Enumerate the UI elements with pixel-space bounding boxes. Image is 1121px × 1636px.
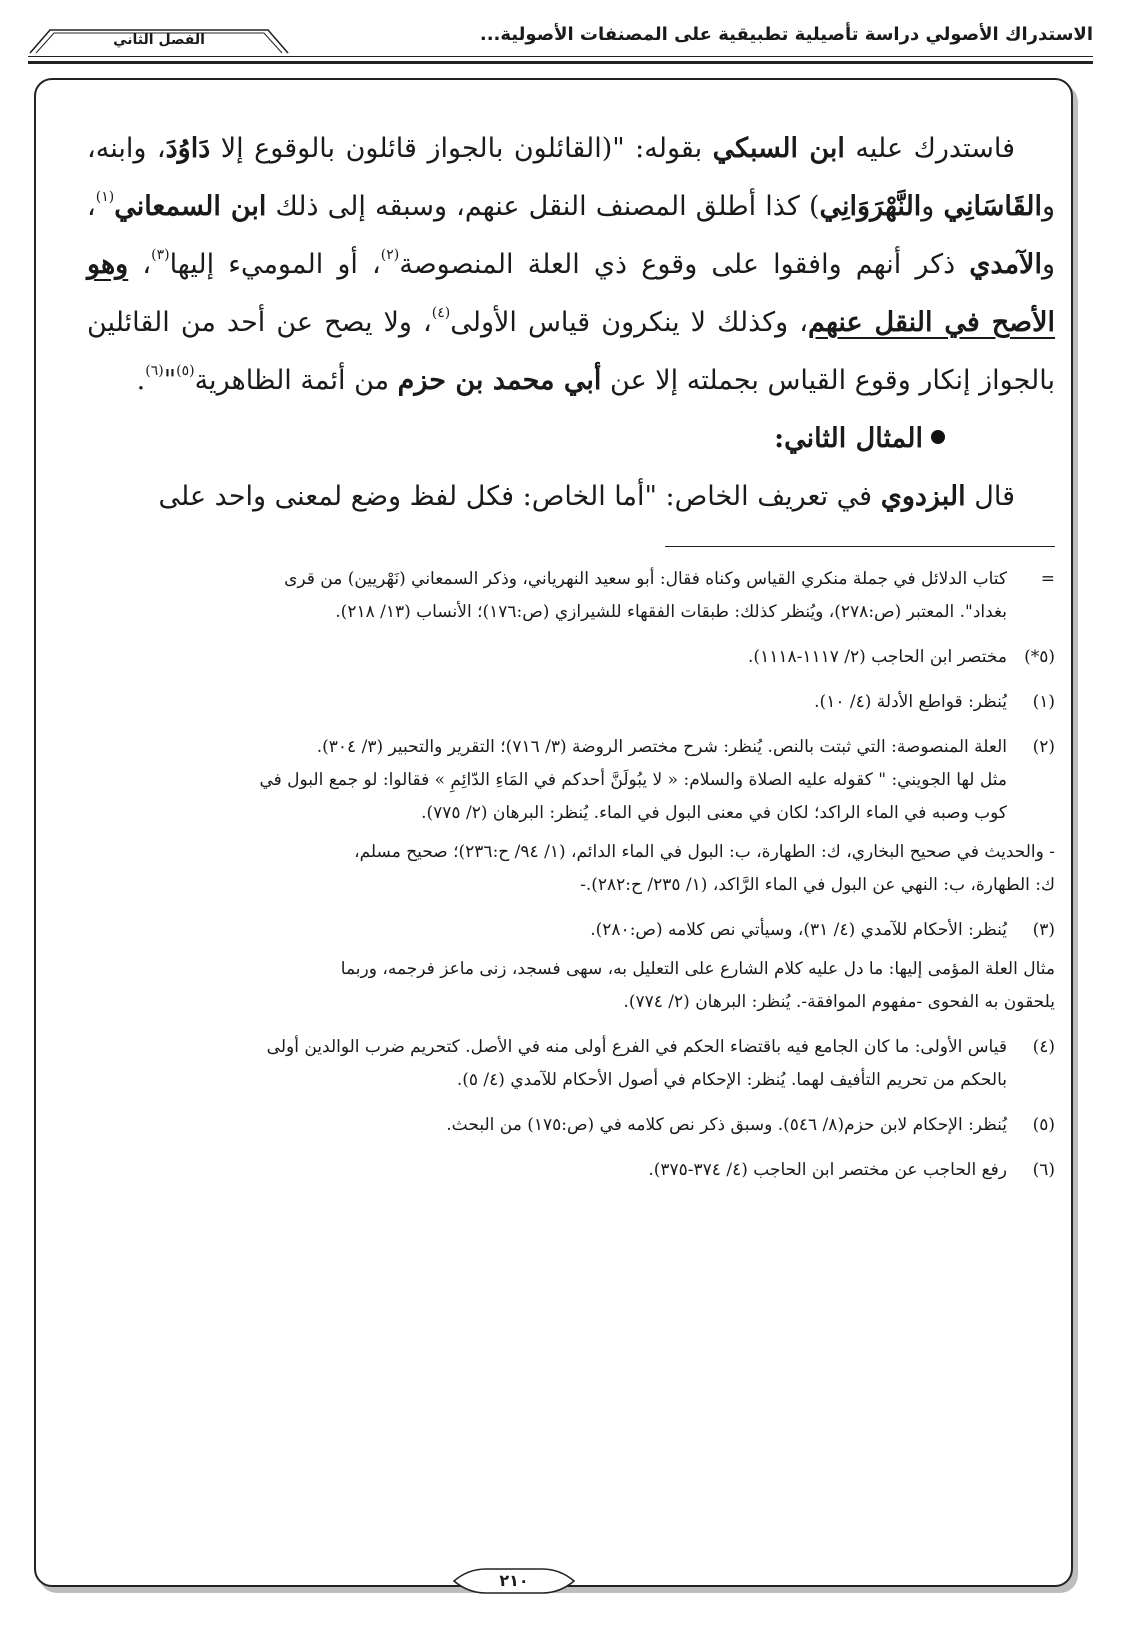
page-number-badge [452, 1567, 576, 1595]
footnote-ref-5[interactable]: (٥) [176, 363, 195, 379]
text-run: فاستدرك عليه [844, 133, 1015, 164]
footnote-line: بالحكم من تحريم التأفيف لهما. يُنظر: الإحكام في أصول الأحكام للآمدي (٤/ ٥). [456, 1070, 1007, 1090]
name-bazdawi: البزدوي [880, 481, 966, 512]
footnote-line: مختصر ابن الحاجب (٢/ ١١١٧-١١١٨). [748, 647, 1007, 667]
page-number: ٢١٠ [499, 1571, 529, 1590]
footnote-line: كتاب الدلائل في جملة منكري القياس وكناه فقال: أبو سعيد النهرياني، وذكر السمعاني (نَهْريين) من قرى [284, 569, 1007, 589]
continuation-mark: = [1040, 569, 1055, 589]
name-qasani: القَاسَانِي [943, 191, 1042, 222]
book-title: الاستدراك الأصولي دراسة تأصيلية تطبيقية على المصنفات الأصولية... [479, 24, 1093, 45]
footnotes [87, 563, 1055, 1187]
footnote-line: رفع الحاجب عن مختصر ابن الحاجب (٤/ ٣٧٤-٣٧٥). [648, 1160, 1007, 1180]
name-ibn-samani: ابن السمعاني [114, 191, 267, 222]
header-rule-thick [28, 61, 1093, 64]
text-run: " [163, 365, 177, 396]
footnote-number: (٢) [1032, 737, 1055, 757]
text-run: ، و [87, 191, 1055, 280]
main-text [87, 120, 1055, 526]
footnote-line: كوب وصبه في الماء الراكد؛ لكان في معنى البول في الماء. يُنظر: البرهان (٢/ ٧٧٥). [421, 803, 1007, 823]
footnote-number: (٤) [1032, 1037, 1055, 1057]
name-amidi: الآمدي [969, 249, 1042, 280]
footnote-line: مثل لها الجويني: " كقوله عليه الصلاة والسلام: « لا يبُولَنَّ أحدكم في المَاءِ الدّائِمِ » فقالوا: لو جمع البول في [259, 770, 1007, 790]
text-run: بقوله: "(القائلون بالجواز قائلون بالوقوع إلا [210, 133, 713, 164]
text-run: قال [965, 481, 1015, 512]
footnote-line: - والحديث في صحيح البخاري، ك: الطهارة، ب: البول في الماء الدائم، (١/ ٩٤/ ح:٢٣٦)؛ صحيح مسلم، [354, 842, 1055, 862]
name-ibn-subki: ابن السبكي [712, 133, 845, 164]
footnote-ref-1[interactable]: (١) [95, 189, 115, 205]
text-run: ، [128, 249, 152, 280]
footnote-line: قياس الأولى: ما كان الجامع فيه باقتضاء الحكم في الفرع أولى منه في الأصل. كتحريم ضرب الوالدين أولى [266, 1037, 1007, 1057]
header-rule-thin [28, 56, 1093, 57]
footnote-number: (٥) [1032, 1115, 1055, 1135]
chapter-tab [28, 28, 290, 54]
footnote-line: يلحقون به الفحوى -مفهوم الموافقة-. يُنظر: البرهان (٢/ ٧٧٤). [623, 992, 1055, 1012]
text-run: ذكر أنهم وافقوا على وقوع ذي العلة المنصوصة [399, 249, 970, 280]
chapter-label: الفصل الثاني [113, 32, 205, 48]
text-run: ، وابنه، و [87, 133, 1055, 222]
footnote-6 [87, 1154, 1055, 1187]
footnote-2 [87, 731, 1055, 830]
running-header [28, 20, 1093, 70]
footnote-ref-2[interactable]: (٢) [380, 247, 400, 263]
footnote-4 [87, 1031, 1055, 1097]
footnote-5-star [87, 641, 1055, 674]
text-run: من أئمة الظاهرية [194, 365, 398, 396]
footnote-example [87, 953, 1055, 1019]
section-heading [87, 410, 1055, 468]
footnote-3 [87, 914, 1055, 947]
text-run: ، ولا يصح عن أحد من القائلين بالجواز إنكار وقوع القياس بجملته إلا عن [87, 307, 1055, 396]
underlined-phrase: وهو الأصح في النقل عنهم [87, 249, 1055, 338]
footnote-hadith [87, 836, 1055, 902]
footnote-line: يُنظر: الإحكام لابن حزم(٨/ ٥٤٦). وسبق ذكر نص كلامه في (ص:١٧٥) من البحث. [446, 1115, 1007, 1135]
footnote-ref-6[interactable]: (٦) [145, 363, 164, 379]
footnote-ref-3[interactable]: (٣) [151, 247, 170, 263]
page-content [87, 120, 1055, 1199]
text-run: ، وكذلك لا ينكرون قياس الأولى [450, 307, 808, 338]
footnote-line: بغداد". المعتبر (ص:٢٧٨)، ويُنظر كذلك: طبقات الفقهاء للشيرازي (ص:١٧٦)؛ الأنساب (١٣/ ٢١٨). [335, 602, 1007, 622]
text-run: ، أو الموميء إليها [169, 249, 381, 280]
footnote-line: العلة المنصوصة: التي ثبتت بالنص. يُنظر: شرح مختصر الروضة (٣/ ٧١٦)؛ التقرير والتحبير (٣/ ٣٠٤). [316, 737, 1007, 757]
name-nahrawani: النَّهْرَوَانِي [819, 191, 922, 222]
text-run: . [136, 365, 146, 396]
footnote-number: (٥*) [1024, 647, 1055, 667]
footnote-number: (٣) [1032, 920, 1055, 940]
footnote-ref-4[interactable]: (٤) [431, 305, 451, 321]
heading-text: المثال الثاني: [774, 423, 923, 454]
footnote-separator [665, 546, 1055, 547]
bullet-icon [931, 430, 945, 444]
footnote-line: يُنظر: الأحكام للآمدي (٤/ ٣١)، وسيأتي نص كلامه (ص:٢٨٠). [590, 920, 1007, 940]
name-ibn-hazm: أبي محمد بن حزم [397, 365, 602, 396]
text-run: ) كذا أطلق المصنف النقل عنهم، وسبقه إلى ذلك [266, 191, 820, 222]
footnote-number: (١) [1032, 692, 1055, 712]
paragraph-1 [87, 120, 1055, 410]
footnote-1 [87, 686, 1055, 719]
text-run: في تعريف الخاص: "أما الخاص: فكل لفظ وضع لمعنى واحد على [158, 481, 881, 512]
footnote-number: (٦) [1032, 1160, 1055, 1180]
name-dawud: دَاوُدَ [165, 133, 211, 164]
text-run: و [921, 191, 944, 222]
footnote-line: ك: الطهارة، ب: النهي عن البول في الماء الرَّاكد، (١/ ٢٣٥/ ح:٢٨٢).- [580, 875, 1055, 895]
footnote-continued [87, 563, 1055, 629]
footnote-line: مثال العلة المؤمى إليها: ما دل عليه كلام الشارع على التعليل به، سهى فسجد، زنى ماعز فرجمه، وربما [340, 959, 1055, 979]
footnote-5 [87, 1109, 1055, 1142]
paragraph-2 [87, 468, 1055, 526]
footnote-line: يُنظر: قواطع الأدلة (٤/ ١٠). [814, 692, 1007, 712]
